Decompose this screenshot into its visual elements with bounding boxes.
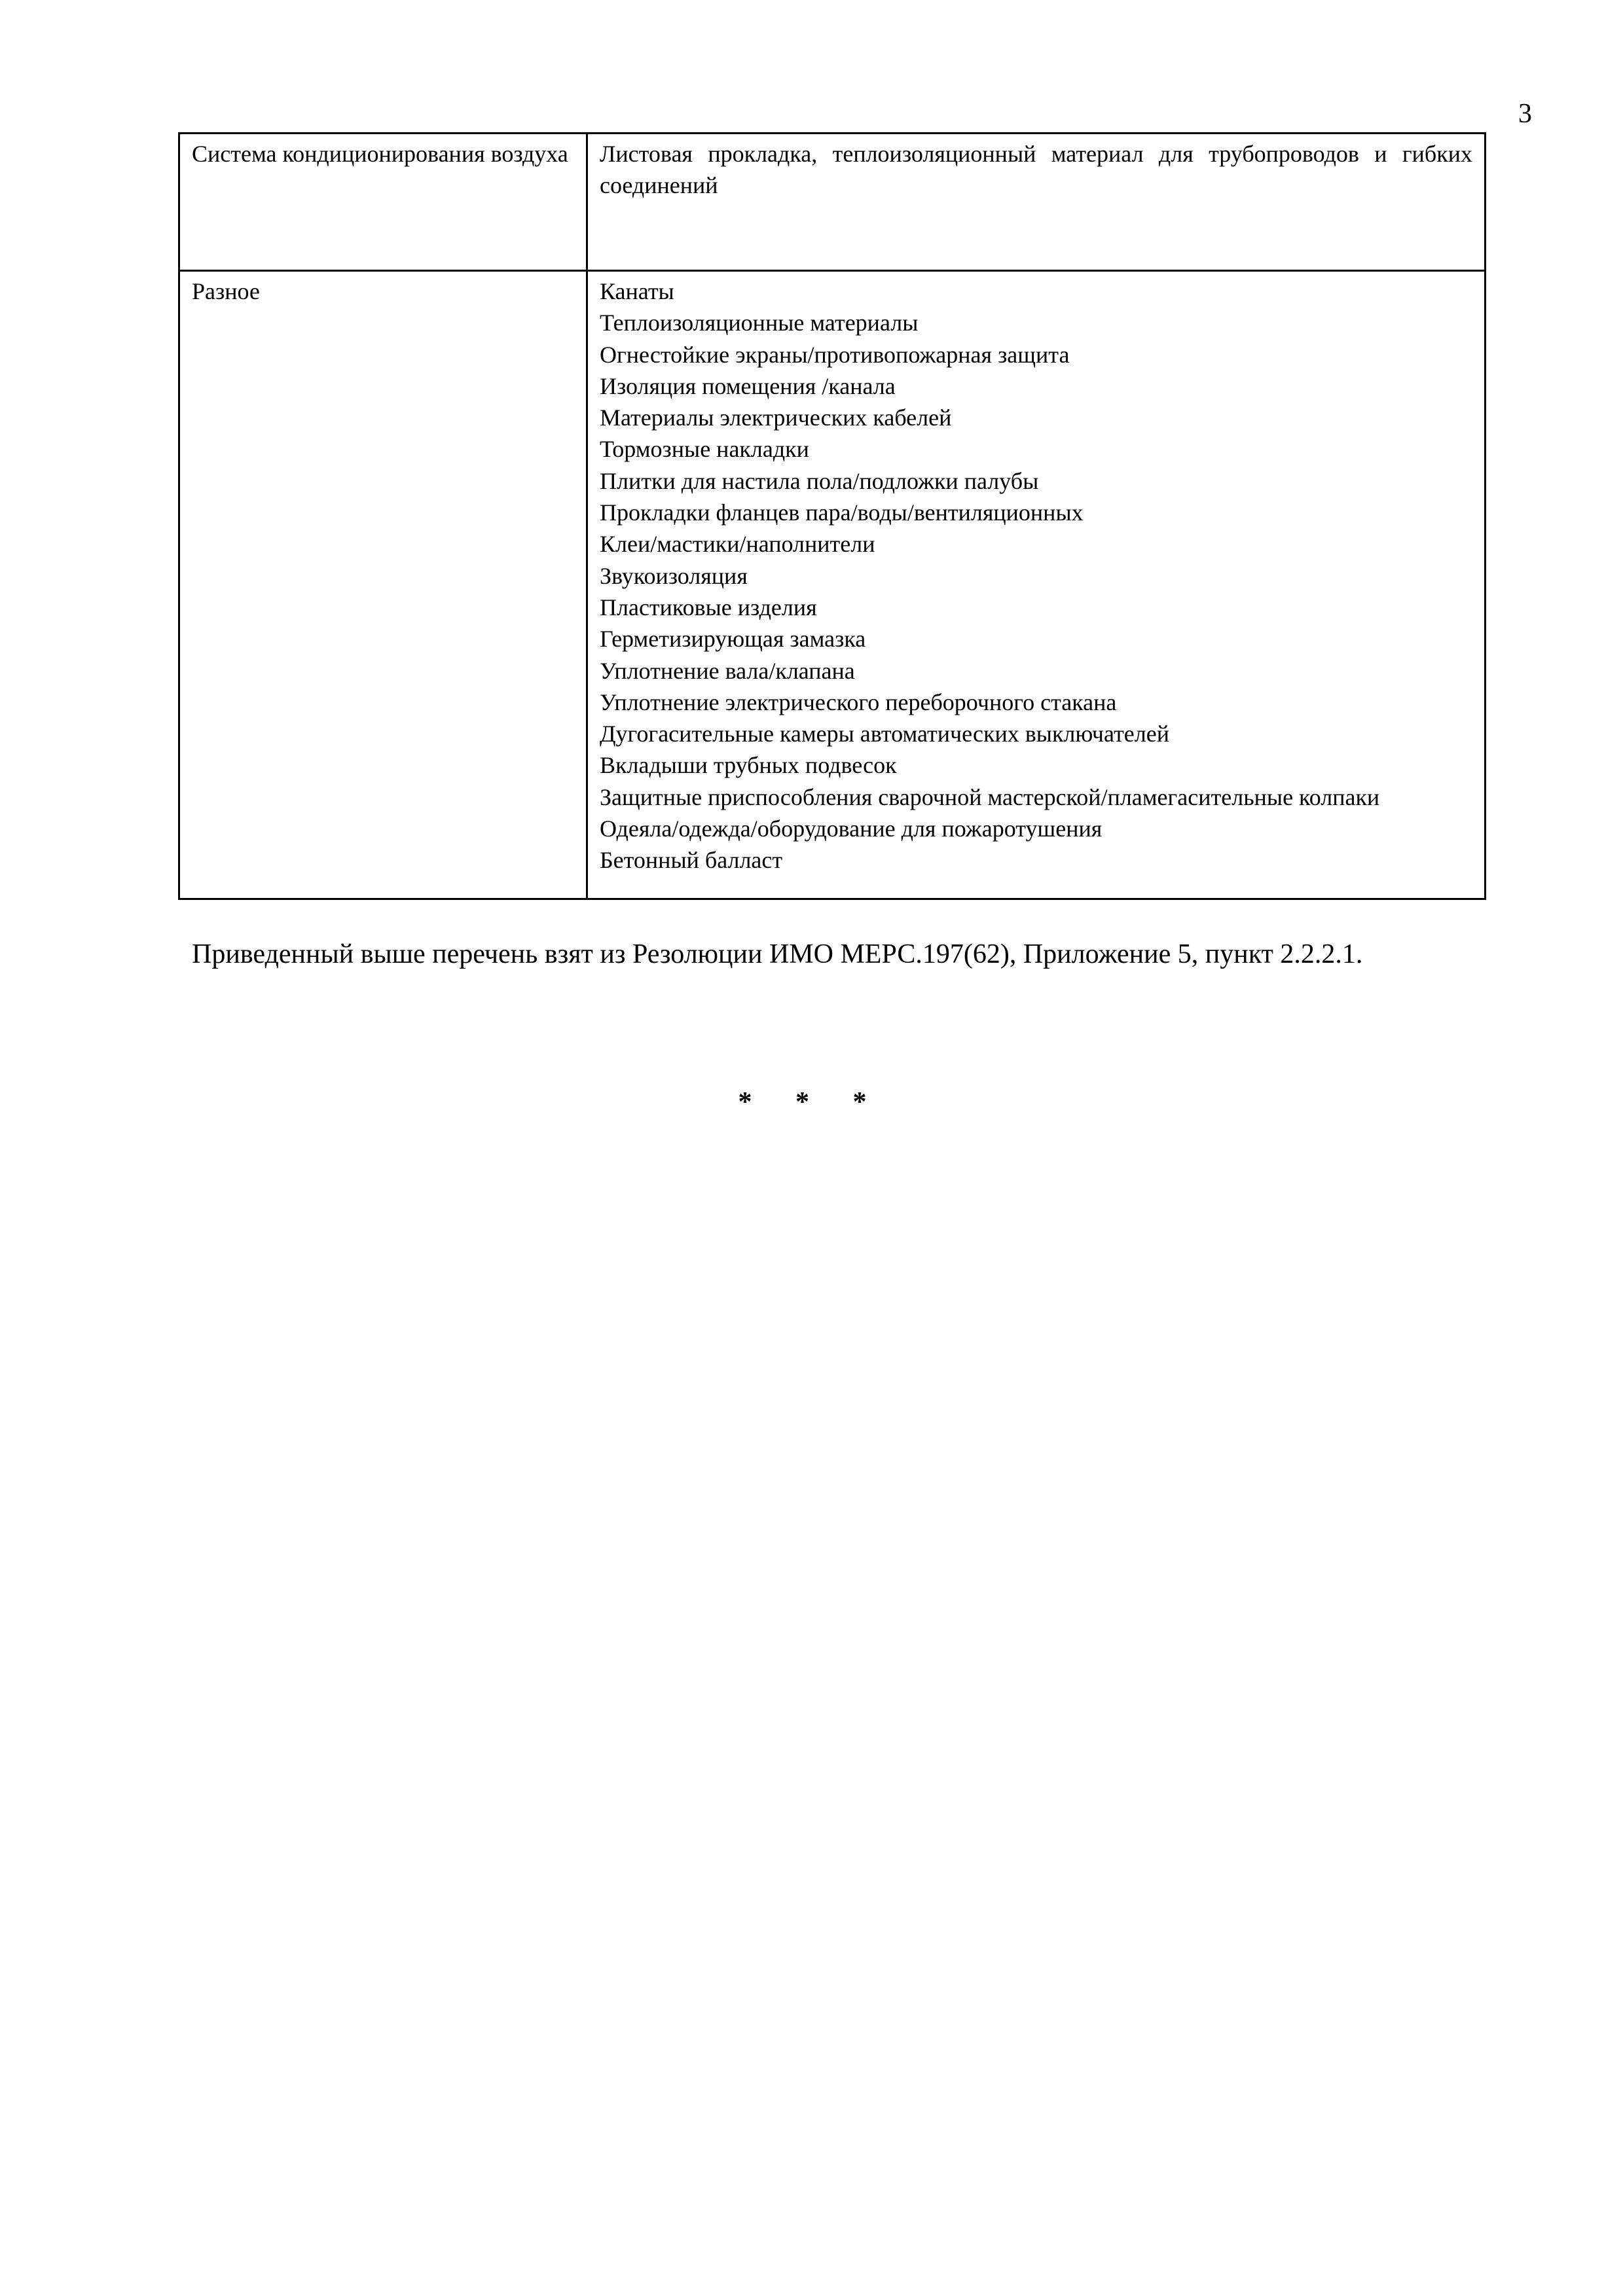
table-row xyxy=(179,134,1486,271)
material-item: Материалы электрических кабелей xyxy=(600,404,952,431)
material-item: Дугогасительные камеры автоматических выключателей xyxy=(600,721,1169,747)
table-cell-materials xyxy=(587,271,1486,899)
material-item: Защитные приспособления сварочной мастерской/пламегасительные колпаки xyxy=(600,783,1380,810)
category-label: Система кондиционирования воздуха xyxy=(192,141,568,167)
material-item: Изоляция помещения /канала xyxy=(600,372,896,399)
material-item: Звукоизоляция xyxy=(600,562,748,589)
page-number: 3 xyxy=(1518,99,1532,129)
category-label: Разное xyxy=(192,278,260,304)
material-item: Клеи/мастики/наполнители xyxy=(600,531,875,558)
source-note: Приведенный выше перечень взят из Резолюции ИМО МЕРС.197(62), Приложение 5, пункт 2.2.2.1. xyxy=(192,939,1363,969)
material-item: Тормозные накладки xyxy=(600,436,809,463)
material-item: Плитки для настила пола/подложки палубы xyxy=(600,467,1039,494)
material-item: Уплотнение вала/клапана xyxy=(600,657,855,684)
material-item: Теплоизоляционные материалы xyxy=(600,310,919,336)
material-item: Прокладки фланцев пара/воды/вентиляционных xyxy=(600,499,1084,526)
material-item: Бетонный балласт xyxy=(600,847,783,874)
material-item: Уплотнение электрического переборочного стакана xyxy=(600,689,1117,715)
materials-table xyxy=(178,132,1486,900)
material-item: Листовая прокладка, теплоизоляционный материал для трубопроводов и гибких соединений xyxy=(600,141,1472,199)
table-cell-category xyxy=(179,271,587,899)
material-item: Канаты xyxy=(600,278,674,304)
material-item: Огнестойкие экраны/противопожарная защита xyxy=(600,341,1070,368)
material-item: Одеяла/одежда/оборудование для пожаротушения xyxy=(600,816,1103,842)
section-separator: * * * xyxy=(738,1087,885,1117)
table-cell-category xyxy=(179,134,587,271)
table-cell-materials xyxy=(587,134,1486,271)
material-item: Герметизирующая замазка xyxy=(600,626,866,653)
table-row xyxy=(179,271,1486,899)
material-item: Вкладыши трубных подвесок xyxy=(600,752,897,779)
material-item: Пластиковые изделия xyxy=(600,594,817,620)
